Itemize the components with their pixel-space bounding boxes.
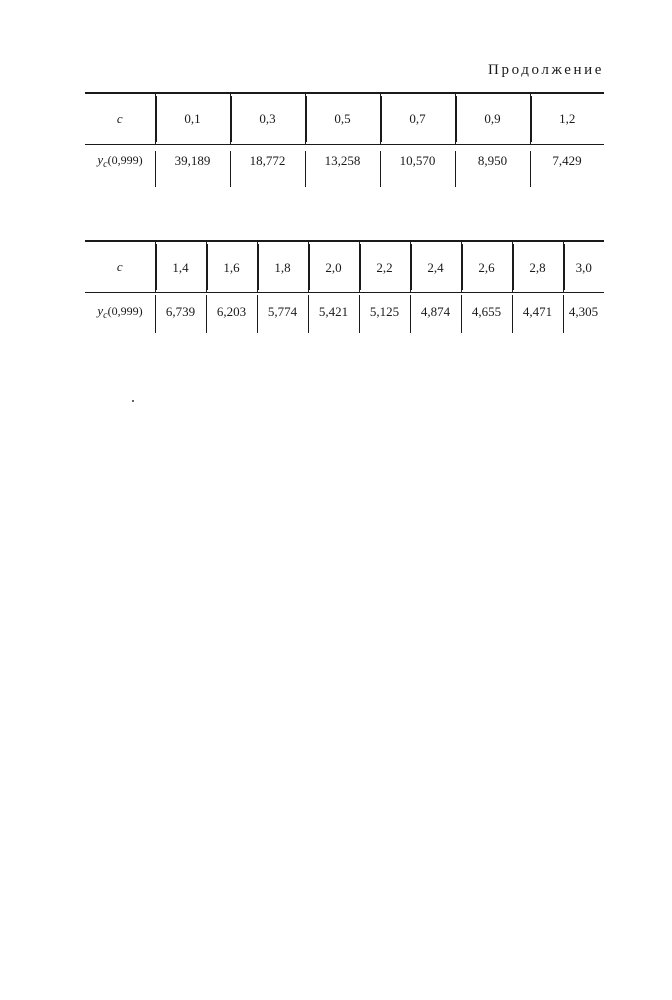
table-cell: 4,471 — [512, 293, 563, 334]
continuation-heading: Продолжение — [488, 62, 604, 78]
table-cell: 6,203 — [206, 293, 257, 334]
table-cell: 1,6 — [206, 241, 257, 293]
table-cell: 7,429 — [530, 145, 604, 186]
table-cell: 8,950 — [455, 145, 530, 186]
table-cell: 13,258 — [305, 145, 380, 186]
table-cell: 1,4 — [155, 241, 206, 293]
table-cell: 3,0 — [563, 241, 604, 293]
table-row-c — [85, 93, 604, 145]
table-cell: 0,7 — [380, 93, 455, 145]
table-cell: 10,570 — [380, 145, 455, 186]
values-table-1 — [85, 92, 604, 185]
table-cell: 2,6 — [461, 241, 512, 293]
table-cell: 0,9 — [455, 93, 530, 145]
table-row-c — [85, 241, 604, 293]
table-cell: 2,4 — [410, 241, 461, 293]
table-cell: 4,305 — [563, 293, 604, 334]
table-cell: 5,421 — [308, 293, 359, 334]
table-cell: 1,8 — [257, 241, 308, 293]
table-cell: 0,5 — [305, 93, 380, 145]
table-cell: 18,772 — [230, 145, 305, 186]
table-cell: 39,189 — [155, 145, 230, 186]
row-label-y: $y_c(0,999)$ — [97, 152, 143, 170]
table-cell: 4,655 — [461, 293, 512, 334]
table-cell: 6,739 — [155, 293, 206, 334]
table-cell: 2,0 — [308, 241, 359, 293]
table-cell: 4,874 — [410, 293, 461, 334]
row-label-c: c — [85, 93, 155, 145]
table-row-y — [85, 293, 604, 334]
table-cell: 5,774 — [257, 293, 308, 334]
table-cell: 1,2 — [530, 93, 604, 145]
table-cell: 2,2 — [359, 241, 410, 293]
values-table-2 — [85, 240, 604, 333]
row-label-c: c — [85, 241, 155, 293]
row-label-y: $y_c(0,999)$ — [97, 303, 143, 321]
table-row-y — [85, 145, 604, 186]
table-cell: 2,8 — [512, 241, 563, 293]
scan-speck — [132, 400, 134, 402]
table-cell: 5,125 — [359, 293, 410, 334]
table-cell: 0,3 — [230, 93, 305, 145]
table-cell: 0,1 — [155, 93, 230, 145]
